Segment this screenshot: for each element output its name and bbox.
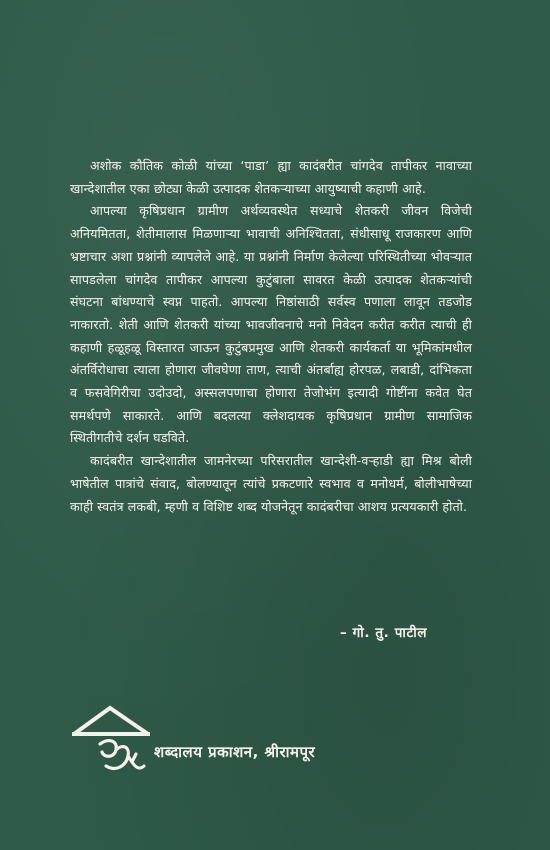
blurb-text	[70, 155, 472, 518]
publisher-name: शब्दालय प्रकाशन, श्रीरामपूर	[154, 743, 316, 761]
house-sha-logo-icon	[70, 700, 160, 780]
blurb-paragraph-1: अशोक कौतिक कोळी यांच्या ‘पाडा’ ह्या कादंबरीत चांगदेव तापीकर नावाच्या खान्देशातील एका छोट्या केळी उत्पादक शेतकऱ्याच्या आयुष्याची कहाणी आहे.	[70, 158, 472, 196]
blurb-paragraph-3: कादंबरीत खान्देशातील जामनेरच्या परिसरातील खान्देशी-वऱ्हाडी ह्या मिश्र बोली भाषेतील पात्रांचे संवाद, बोलण्यातून त्यांचे प्रकटणारे स्वभाव व मनोधर्म, बोलीभाषेच्या काही स्वतंत्र लकबी, म्हणी व विशिष्ट शब्द योजनेतून कादंबरीचा आशय प्रत्ययकारी होतो.	[70, 453, 472, 514]
publisher-block	[70, 700, 490, 780]
blurb-paragraph-2: आपल्या कृषिप्रधान ग्रामीण अर्थव्यवस्थेत सध्याचे शेतकरी जीवन विजेची अनियमितता, शेतीमालास मिळणाऱ्या भावाची अनिश्चितता, संधीसाधू राजकारण आणि भ्रष्टाचार अशा प्रश्नांनी व्यापलेले आहे. या प्रश्नांनी निर्माण केलेल्या परिस्थितीच्या भोवऱ्यात सापडलेला चांगदेव तापीकर आपल्या कुटुंबाला सावरत केळी उत्पादक शेतकऱ्यांची संघटना बांधण्याचे स्वप्न पाहतो. आपल्या निष्ठांसाठी सर्वस्व पणाला लावून तडजोड नाकारतो. शेती आणि शेतकरी यांच्या भावजीवनाचे मनो निवेदन करीत करीत त्याची ही कहाणी हळूहळू विस्तारत जाऊन कुटुंबप्रमुख आणि शेतकरी कार्यकर्ता या भूमिकांमधील अंतर्विरोधाचा त्याला होणारा जीवघेणा ताण, त्याची अंतर्बाह्य होरपळ, लबाडी, दांभिकता व फसवेगिरीचा उदोउदो, अस्सलपणाचा होणारा तेजोभंग इत्यादी गोष्टींना कवेत घेत समर्थपणे साकारते. आणि बदलत्या क्लेशदायक कृषिप्रधान ग्रामीण सामाजिक स्थितीगतीचे दर्शन घडविते.	[70, 203, 472, 446]
author-signature: – गो. तु. पाटील	[340, 625, 428, 641]
